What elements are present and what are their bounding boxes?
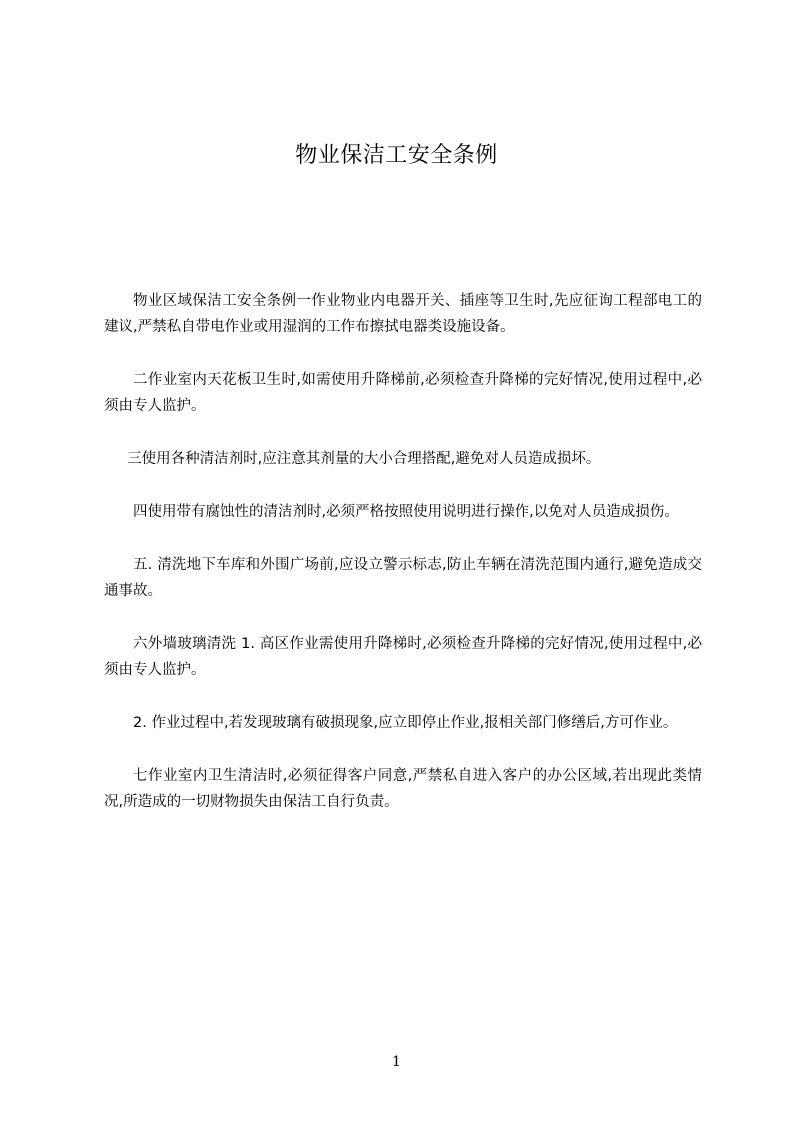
- paragraph-7: 2. 作业过程中,若发现玻璃有破损现象,应立即停止作业,报相关部门修缮后,方可作业。: [133, 715, 678, 731]
- paragraph-1: 物业区域保洁工安全条例一作业物业内电器开关、插座等卫生时,先应征询工程部电工的建议,严禁私自带电作业或用湿润的工作布擦拭电器类设施设备。: [104, 293, 702, 335]
- paragraph-6: 六外墙玻璃清洗 1. 高区作业需使用升降梯时,必须检查升降梯的完好情况,使用过程中,必须由专人监护。: [104, 636, 702, 678]
- paragraph-5: 五. 清洗地下车库和外围广场前,应设立警示标志,防止车辆在清洗范围内通行,避免造成交通事故。: [104, 557, 702, 599]
- paragraph-2: 二作业室内天花板卫生时,如需使用升降梯前,必须检查升降梯的完好情况,使用过程中,必须由专人监护。: [104, 372, 702, 414]
- document-body: [104, 288, 702, 842]
- document-title: 物业保洁工安全条例: [295, 143, 498, 168]
- paragraph-4: 四使用带有腐蚀性的清洁剂时,必须严格按照使用说明进行操作,以免对人员造成损伤。: [133, 504, 679, 520]
- paragraph-8: 七作业室内卫生清洁时,必须征得客户同意,严禁私自进入客户的办公区域,若出现此类情况,所造成的一切财物损失由保洁工自行负责。: [104, 768, 702, 810]
- paragraph-3: 三使用各种清洁剂时,应注意其剂量的大小合理搭配,避免对人员造成损坏。: [127, 451, 601, 467]
- page-number: 1: [392, 1054, 401, 1070]
